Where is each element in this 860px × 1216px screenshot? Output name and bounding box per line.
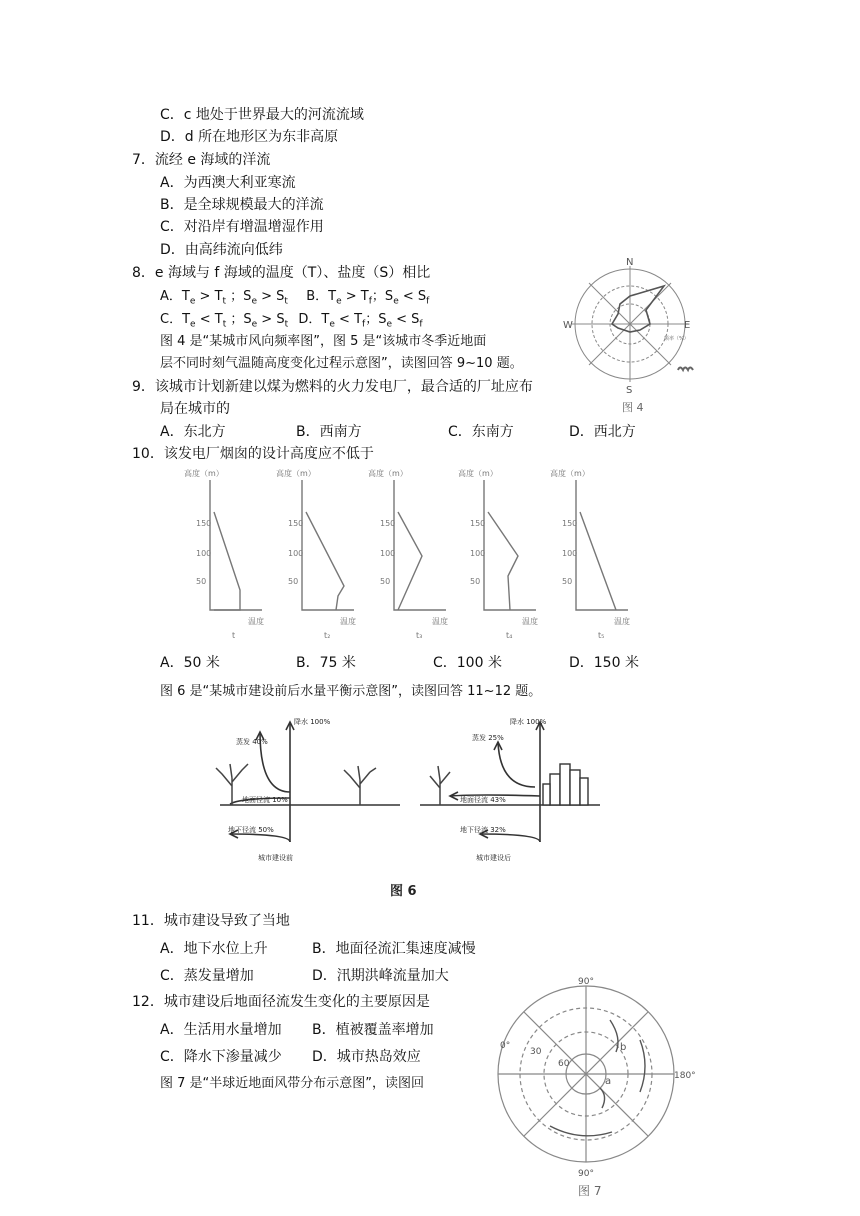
q9-option-b: B．西南方 [296, 424, 362, 440]
lat-60-label: 60 [558, 1059, 570, 1069]
q9-option-d: D．西北方 [569, 424, 636, 440]
bottom-90-label: 90° [578, 1169, 594, 1179]
panel-time-label: t₅ [598, 631, 605, 640]
height-axis-label: 高度（m） [184, 469, 224, 478]
question-9: 9．该城市计划新建以煤为燃料的火力发电厂，最合适的厂址应布 [132, 379, 533, 395]
underground-arrow-after [480, 834, 540, 842]
temperature-axis-label: 温度 [248, 617, 264, 626]
q7-option-a: A．为西澳大利亚寒流 [160, 175, 296, 191]
underground-arrow-before [230, 834, 290, 842]
axes [394, 480, 446, 610]
height-tick-label: 50 [470, 577, 481, 586]
height-tick-label: 100 [380, 549, 396, 558]
q7-option-b: B．是全球规模最大的洋流 [160, 197, 324, 213]
q8-options-ab: A．$T_e > T_t$ ；$S_e > S_t$ B．$T_e > T_f$；$S_e < S_f$ [160, 289, 430, 307]
surface-label-before: 地面径流 10% [242, 796, 288, 804]
option-7-c-prev: C．c 地处于世界最大的河流流域 [160, 107, 364, 123]
height-tick-label: 100 [196, 549, 212, 558]
right-180-label: 180° [674, 1071, 696, 1081]
temperature-height-figure [170, 466, 650, 642]
temperature-axis-label: 温度 [340, 617, 356, 626]
height-tick-label: 50 [562, 577, 573, 586]
intro-fig6: 图 6 是“某城市建设前后水量平衡示意图”，读图回答 11~12 题。 [160, 684, 542, 699]
question-8: 8．e 海域与 f 海域的温度（T）、盐度（S）相比 [132, 265, 431, 281]
temperature-profile-line [580, 512, 616, 610]
question-9-cont: 局在城市的 [160, 401, 230, 417]
question-12: 12．城市建设后地面径流发生变化的主要原因是 [132, 994, 430, 1010]
question-7: 7．流经 e 海域的洋流 [132, 152, 271, 168]
underground-label-after: 地下径流 32% [460, 826, 506, 834]
frequency-legend: 频率（%） [664, 336, 689, 342]
height-tick-label: 150 [470, 519, 486, 528]
height-tick-label: 100 [470, 549, 486, 558]
question-10: 10．该发电厂烟囱的设计高度应不低于 [132, 446, 374, 462]
wind-frequency-polygon [612, 286, 664, 332]
q10-option-d: D．150 米 [569, 655, 639, 671]
tree-icon [430, 766, 450, 805]
intro-fig4-5: 图 4 是“某城市风向频率图”，图 5 是“该城市冬季近地面 [160, 334, 487, 349]
question-11: 11．城市建设导致了当地 [132, 913, 290, 929]
q9-option-a: A．东北方 [160, 424, 226, 440]
fig7-caption: 图 7 [578, 1184, 602, 1198]
temperature-profile-line [214, 512, 240, 610]
axes [576, 480, 628, 610]
q11-option-c: C．蒸发量增加 [160, 968, 254, 984]
rain-label-after: 降水 100% [510, 718, 547, 726]
point-a-label: a [605, 1076, 612, 1087]
temperature-profile-line [398, 512, 422, 610]
temperature-axis-label: 温度 [522, 617, 538, 626]
axes [210, 480, 262, 610]
panel-time-label: t [232, 631, 236, 640]
q10-option-c: C．100 米 [433, 655, 502, 671]
axes [302, 480, 354, 610]
underground-label-before: 地下径流 50% [228, 826, 274, 834]
q11-option-b: B．地面径流汇集速度减慢 [312, 941, 476, 957]
panel-time-label: t₄ [506, 631, 513, 640]
wind-arrow-a [600, 1088, 605, 1108]
temperature-axis-label: 温度 [432, 617, 448, 626]
fig6-caption: 图 6 [390, 884, 417, 899]
panel-time-label: t₂ [324, 631, 331, 640]
wind-arrow [640, 1040, 645, 1092]
height-tick-label: 100 [562, 549, 578, 558]
height-tick-label: 150 [196, 519, 212, 528]
east-label: E [684, 320, 691, 331]
wind-arrow [550, 1126, 612, 1136]
height-tick-label: 50 [196, 577, 207, 586]
tree-icon [344, 766, 376, 805]
west-label: W [563, 320, 573, 331]
q12-option-c: C．降水下渗量减少 [160, 1049, 282, 1065]
evaporation-arrow-after [498, 742, 535, 787]
after-title: 城市建设后 [476, 854, 511, 862]
fig4-caption: 图 4 [622, 401, 644, 414]
height-axis-label: 高度（m） [550, 469, 590, 478]
intro-fig7: 图 7 是“半球近地面风带分布示意图”，读图回 [160, 1076, 425, 1091]
panel-time-label: t₃ [416, 631, 423, 640]
q10-option-a: A．50 米 [160, 655, 220, 671]
q9-option-c: C．东南方 [448, 424, 514, 440]
wind-belt-figure [490, 976, 700, 1204]
q7-option-d: D．由高纬流向低纬 [160, 242, 283, 258]
north-label: N [626, 257, 634, 268]
q11-option-a: A．地下水位上升 [160, 941, 268, 957]
q12-option-b: B．植被覆盖率增加 [312, 1022, 434, 1038]
evaporation-label-after: 蒸发 25% [472, 734, 504, 742]
wind-arrow-b [610, 1020, 618, 1052]
left-0-label: 0° [500, 1041, 511, 1051]
temperature-axis-label: 温度 [614, 617, 630, 626]
wind-rose-figure [560, 248, 710, 418]
lat-30-label: 30 [530, 1047, 542, 1057]
evaporation-label-before: 蒸发 40% [236, 738, 268, 746]
height-axis-label: 高度（m） [276, 469, 316, 478]
q8-options-cd: C．$T_e < T_t$ ；$S_e > S_t$ D．$T_e < T_f$；$S_e < S_f$ [160, 312, 423, 330]
q12-option-d: D．城市热岛效应 [312, 1049, 421, 1065]
south-label: S [626, 385, 633, 396]
point-b-label: b [620, 1042, 627, 1053]
before-title: 城市建设前 [258, 854, 293, 862]
height-tick-label: 150 [380, 519, 396, 528]
temperature-profile-line [488, 512, 518, 610]
height-tick-label: 100 [288, 549, 304, 558]
surface-label-after: 地面径流 43% [460, 796, 506, 804]
temperature-profile-line [306, 512, 344, 610]
intro-fig4-5-cont: 层不同时刻气温随高度变化过程示意图”，读图回答 9~10 题。 [160, 356, 523, 371]
height-axis-label: 高度（m） [458, 469, 498, 478]
buildings-icon [543, 764, 588, 805]
scribble-mark [678, 368, 693, 371]
q12-option-a: A．生活用水量增加 [160, 1022, 282, 1038]
height-tick-label: 50 [288, 577, 299, 586]
height-axis-label: 高度（m） [368, 469, 408, 478]
top-90-label: 90° [578, 977, 594, 987]
q10-option-b: B．75 米 [296, 655, 356, 671]
height-tick-label: 50 [380, 577, 391, 586]
option-d-prev: D．d 所在地形区为东非高原 [160, 129, 339, 145]
q11-option-d: D．汛期洪峰流量加大 [312, 968, 449, 984]
q7-option-c: C．对沿岸有增温增湿作用 [160, 219, 324, 235]
height-tick-label: 150 [562, 519, 578, 528]
water-balance-figure [200, 712, 620, 902]
rain-label-before: 降水 100% [294, 718, 331, 726]
height-tick-label: 150 [288, 519, 304, 528]
